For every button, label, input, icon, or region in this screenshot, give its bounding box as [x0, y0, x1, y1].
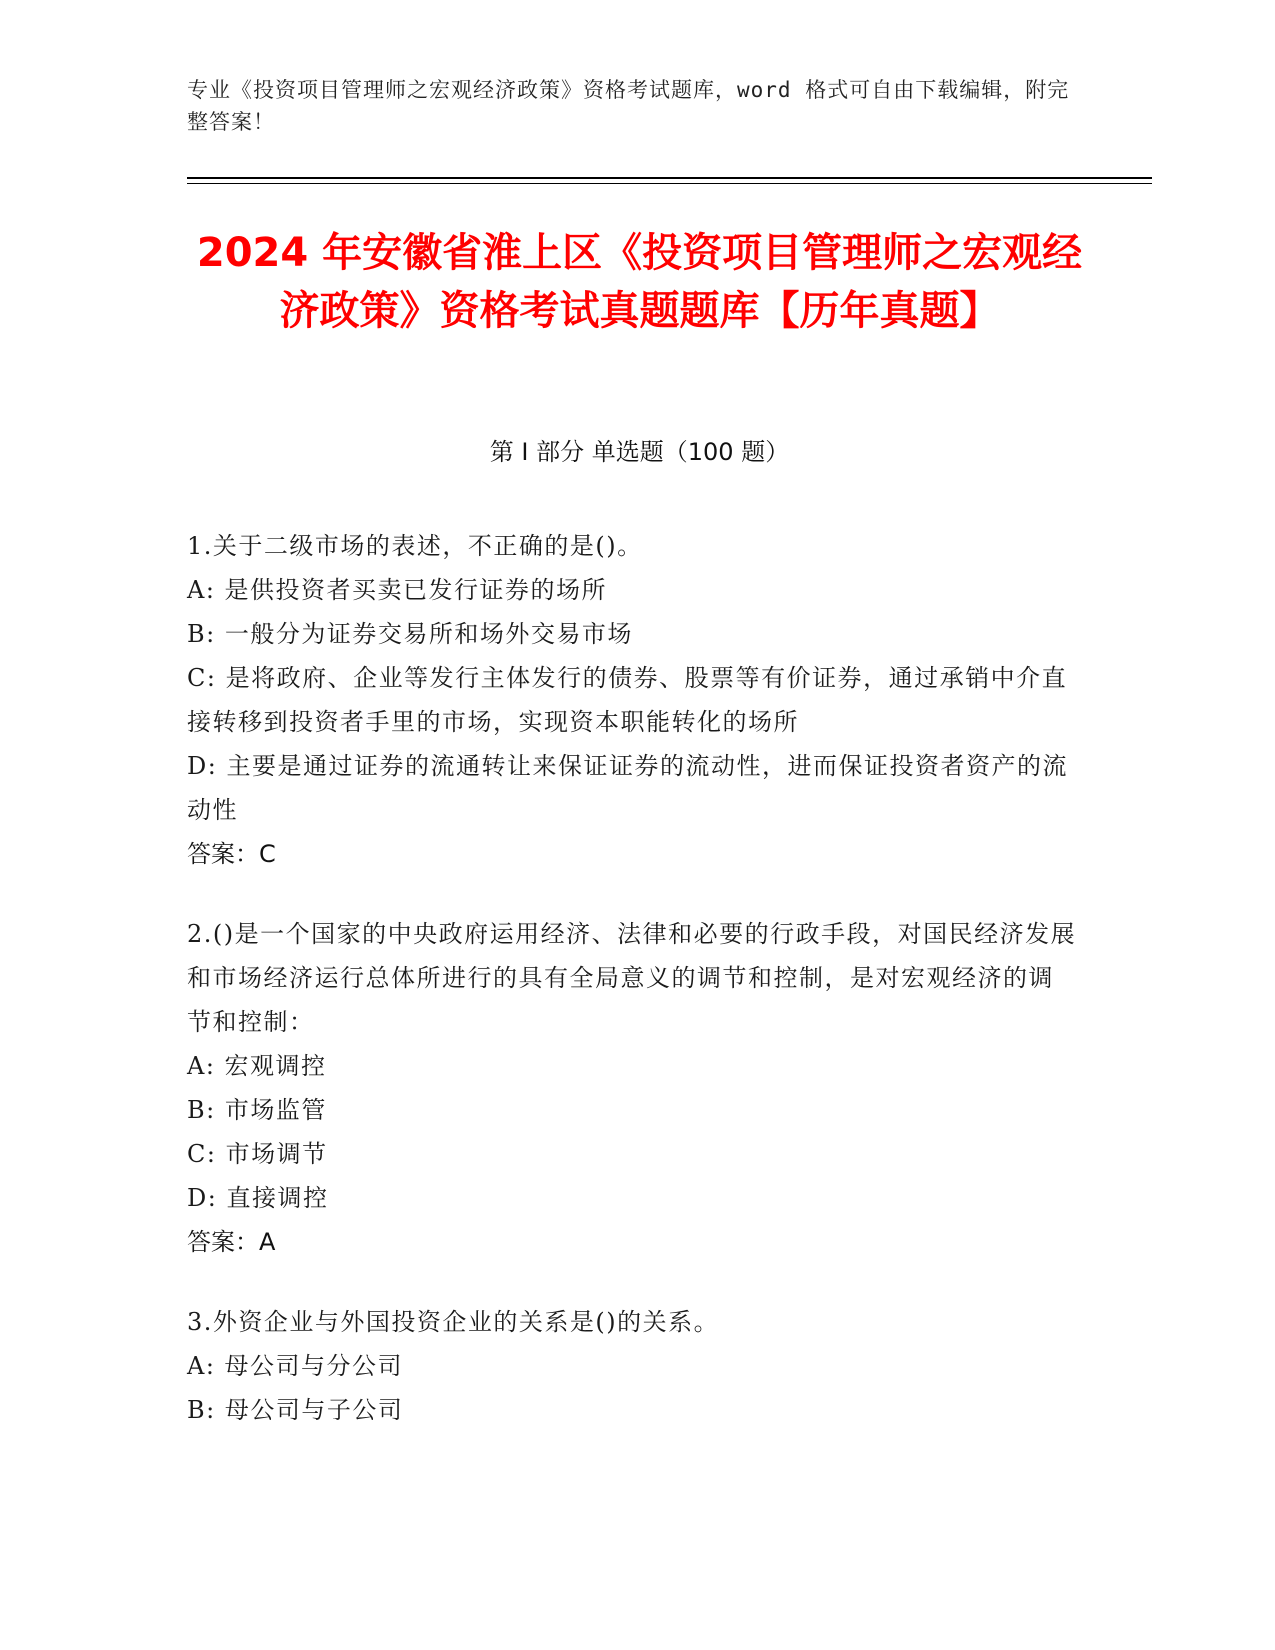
header-divider-thick: [187, 177, 1152, 179]
option-a: A: 母公司与分公司: [187, 1352, 404, 1380]
question-stem: 2.()是一个国家的中央政府运用经济、法律和必要的行政手段，对国民经济发展和市场经济运行总体所进行的具有全局意义的调节和控制，是对宏观经济的调节和控制：: [187, 920, 1077, 1036]
answer-line: 答案：A: [187, 1228, 276, 1256]
option-b: B: 市场监管: [187, 1096, 327, 1124]
question-1: [187, 524, 1077, 876]
option-b: B: 一般分为证券交易所和场外交易市场: [187, 620, 633, 648]
option-b: B: 母公司与子公司: [187, 1396, 404, 1424]
option-c: C: 市场调节: [187, 1140, 328, 1168]
question-3: [187, 1300, 1077, 1432]
question-stem: 3.外资企业与外国投资企业的关系是()的关系。: [187, 1308, 720, 1336]
question-stem: 1.关于二级市场的表述，不正确的是()。: [187, 532, 643, 560]
header-divider-thin: [187, 183, 1152, 184]
document-title: 2024 年安徽省淮上区《投资项目管理师之宏观经济政策》资格考试真题题库【历年真题】: [196, 230, 1083, 334]
option-d: D: 主要是通过证券的流通转让来保证证券的流动性，进而保证投资者资产的流动性: [187, 752, 1068, 824]
section-heading: 第 I 部分 单选题（100 题）: [489, 438, 790, 466]
option-c: C: 是将政府、企业等发行主体发行的债券、股票等有价证券，通过承销中介直接转移到投资者手里的市场，实现资本职能转化的场所: [187, 664, 1068, 736]
question-list: [187, 524, 1077, 1468]
option-a: A: 是供投资者买卖已发行证券的场所: [187, 576, 608, 604]
question-2: [187, 912, 1077, 1264]
answer-line: 答案：C: [187, 840, 276, 868]
option-a: A: 宏观调控: [187, 1052, 327, 1080]
header-note: 专业《投资项目管理师之宏观经济政策》资格考试题库，word 格式可自由下载编辑，附完整答案！: [187, 78, 1070, 134]
option-d: D: 直接调控: [187, 1184, 329, 1212]
